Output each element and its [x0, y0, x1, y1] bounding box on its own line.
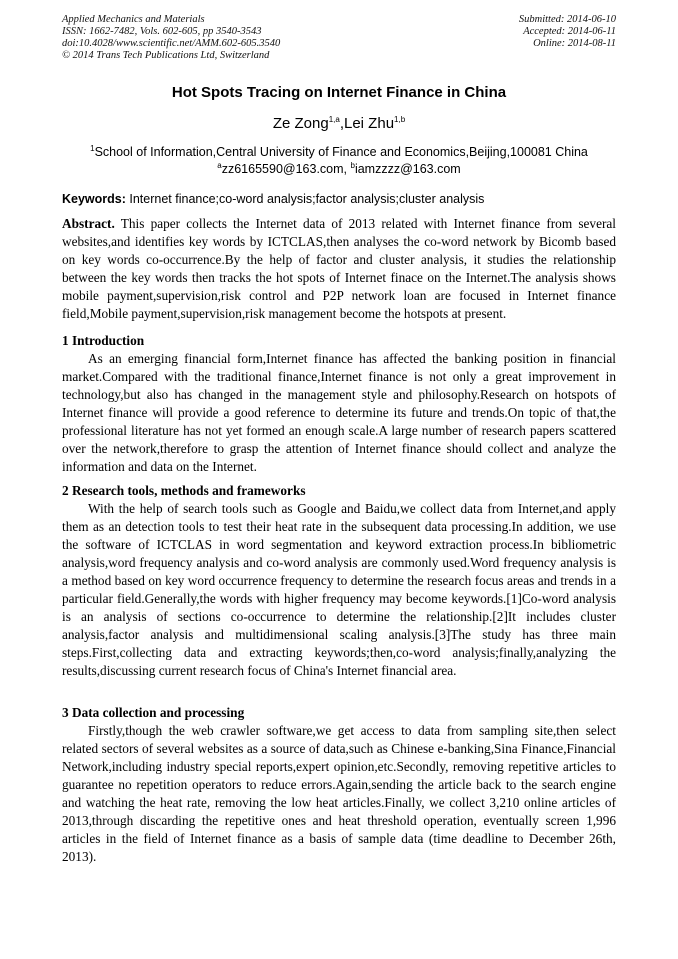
submission-dates	[519, 14, 616, 50]
date-submitted: Submitted: 2014-06-10	[518, 14, 616, 25]
keywords-text: Internet finance;co-word analysis;factor analysis;cluster analysis	[125, 192, 485, 206]
email-mark: a	[217, 160, 222, 170]
email-address: iamzzzz@163.com	[354, 162, 461, 176]
author-separator: ,	[339, 115, 344, 132]
journal-name: Applied Mechanics and Materials	[62, 14, 205, 25]
keywords	[62, 192, 616, 206]
affiliation-text: School of Information,Central University of Finance and Economics,Beijing,100081 China	[94, 145, 588, 159]
section-body	[62, 722, 616, 866]
email-mark: b	[350, 160, 355, 170]
journal-copyright: © 2014 Trans Tech Publications Ltd, Switzerland	[62, 50, 270, 61]
section-body	[62, 350, 616, 476]
author-emails	[62, 162, 616, 176]
date-accepted: Accepted: 2014-06-11	[523, 26, 616, 37]
section-heading: 2 Research tools, methods and frameworks	[62, 483, 306, 498]
author-affil-mark: 1,b	[394, 115, 406, 124]
affiliation	[62, 145, 616, 159]
date-online: Online: 2014-08-11	[533, 38, 616, 49]
section-body	[62, 500, 616, 680]
affiliation-mark: 1	[90, 143, 95, 153]
journal-issn: ISSN: 1662-7482, Vols. 602-605, pp 3540-3543	[62, 26, 262, 37]
journal-info	[62, 14, 280, 62]
paragraph: As an emerging financial form,Internet finance has affected the banking position in financial market.Compared with the traditional finance,Internet finance is not only a great improvement in technology,but also has changed in the management style and philosophy.Research on hotspots of Internet finance will provide a good reference to determine its future and trends.On topic of that,the professional literature has not yet formed an enough scale.A large number of research papers scattered over the network,therefore to grasp the attention of Internet finance should collect and analyze the information and data on the Internet.	[62, 351, 616, 474]
email-address: zz6165590@163.com,	[221, 162, 351, 176]
paragraph: With the help of search tools such as Google and Baidu,we collect data from Internet,and apply them as an detection tools to test their heat rate in the subsequent data processing.In addition, we use the software of ICTCLAS in word segmentation and keyword extraction process.In bibliometric analysis,word frequency analysis and co-word analysis are commonly used.Word frequency analysis is a method based on key word occurrence frequency to determine the research focus areas and trends in a particular field.Generally,the words with higher frequency may become keywords.[1]Co-word analysis is an analysis of sections co-occurrence to determine the relationship.[2]It includes cluster analysis,factor analysis and multidimensional scaling analysis.[3]The study has three main steps.First,collecting data and extracting keywords;then,co-word analysis;finally,analyzing the results,discussing current research focus of China's Internet financial area.	[62, 501, 616, 678]
section-heading: 1 Introduction	[62, 333, 145, 348]
author-affil-mark: 1,a	[328, 115, 340, 124]
author-name: Lei Zhu	[344, 115, 395, 132]
section-heading: 3 Data collection and processing	[62, 705, 245, 720]
abstract-label: Abstract.	[62, 216, 115, 231]
paragraph: Firstly,though the web crawler software,we get access to data from sampling site,then select related sectors of several websites as a source of data,such as Chinese e-banking,Sina Finance,Financial Network,including industry special reports,expert opinion,etc.Secondly, removing repetitive articles to guarantee no repetition operators to reduce errors.Again,sending the article back to the search engine and watching the heat rate, removing the low heat articles.Finally, we collect 3,210 online articles of 2013,through discarding the repetitive ones and heat threshold operation, eventually screen 1,996 articles in the field of Internet finance as a basis of sample data (time deadline to December 26th, 2013).	[62, 723, 616, 864]
keywords-label: Keywords:	[62, 192, 126, 206]
abstract	[62, 215, 616, 323]
author-name: Ze Zong	[272, 115, 329, 132]
abstract-text: This paper collects the Internet data of 2013 related with Internet finance from several websites,and identifies key words by ICTCLAS,then analyses the co-word network by Bicomb based on key words co-occurrence.By the help of factor and cluster analysis, it studies the relationship between the key words then tracks the hot spots of Internet finace on the Internet.The analysis shows mobile payment,supervision,risk control and P2P network loan are focused in Internet finance field,Mobile payment,supervision,risk management become the hotspots at present.	[62, 216, 616, 321]
author-list	[0, 115, 678, 132]
paper-title: Hot Spots Tracing on Internet Finance in China	[171, 84, 507, 101]
journal-doi: doi:10.4028/www.scientific.net/AMM.602-605.3540	[62, 38, 281, 49]
